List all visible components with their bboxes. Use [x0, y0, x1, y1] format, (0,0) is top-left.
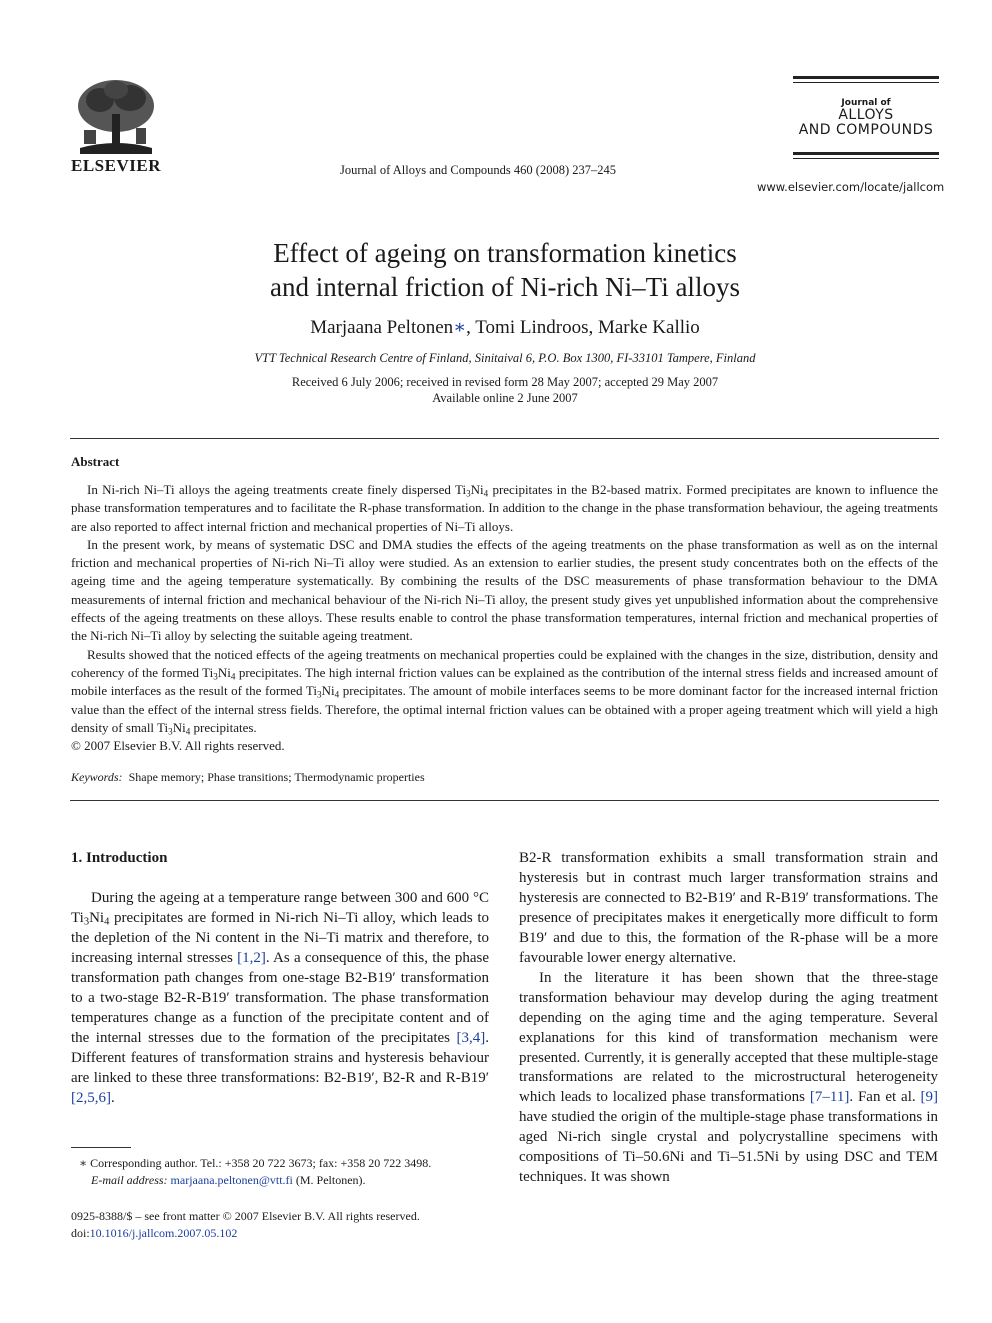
citation-link[interactable]: [2,5,6]: [71, 1089, 111, 1106]
author-name: Marjaana Peltonen: [310, 317, 454, 338]
title-line: and internal friction of Ni-rich Ni–Ti alloys: [270, 272, 740, 302]
article-title: [120, 236, 890, 304]
journal-logo-line: ALLOYS: [838, 107, 894, 124]
abstract-heading: Abstract: [71, 454, 120, 469]
corresponding-author-note: ∗ Corresponding author. Tel.: +358 20 722 3673; fax: +358 20 722 3498.: [79, 1156, 432, 1170]
abstract-paragraph: In Ni-rich Ni–Ti alloys the ageing treatments create finely dispersed $Ti_3Ni_4$ precipitates in the B2-based matrix. Formed precipitates are known to influence the phase transformation temperatures and to facilitate the R-phase transformation. In addition to the change in the phase transformation behaviour, the ageing treatments are also reported to affect internal friction and mechanical properties of Ni–Ti alloys.: [71, 482, 938, 534]
citation-link[interactable]: [3,4]: [456, 1029, 486, 1046]
divider: [70, 800, 939, 801]
issn-line: 0925-8388/$ – see front matter © 2007 Elsevier B.V. All rights reserved.: [71, 1209, 420, 1223]
publisher-name: ELSEVIER: [71, 156, 161, 175]
footnote: [71, 1155, 491, 1188]
received-dates: Received 6 July 2006; received in revised form 28 May 2007; accepted 29 May 2007: [291, 375, 719, 389]
elsevier-logo: [70, 76, 162, 176]
masthead-rule: [793, 152, 939, 155]
journal-url-link[interactable]: www.elsevier.com/locate/jallcom: [757, 180, 945, 194]
abstract-paragraph: In the present work, by means of systematic DSC and DMA studies the effects of the ageing treatments on the phase transformation as well as on the internal friction and mechanical properties of Ni-rich Ni–Ti alloy were studied. As an extension to earlier studies, the present study concentrates both on the effects of the ageing time and the ageing temperature systematically. By combining the results of the DSC measurements of phase transformation behaviour to the DMA measurements of internal friction and mechanical behaviour of the Ni-rich Ni–Ti alloy, the present study gives yet unpublished information about the comprehensive effects of the ageing treatments on these alloys. These results enable to control the phase transformation temperatures, internal friction and mechanical properties of the Ni-rich Ni–Ti alloy by selecting the suitable ageing treatment.: [71, 536, 938, 644]
email-link[interactable]: marjaana.peltonen@vtt.fi: [170, 1172, 293, 1187]
doi-link[interactable]: 10.1016/j.jallcom.2007.05.102: [89, 1225, 238, 1240]
body-paragraph: During the ageing at a temperature range between 300 and 600 °C $Ti_3Ni_4$ precipitates are formed in Ni-rich Ni–Ti alloy, which leads to the depletion of the Ni content in the Ni–Ti matrix and therefore, to increasing internal stresses [1,2]. As a consequence of this, the phase transformation path changes from one-stage B2-B19′ transformation to a two-stage B2-R-B19′ transformation. The phase transformation temperatures change as a function of the precipitate content and of the internal stresses due to the formation of the precipitates [3,4]. Different features of transformation strains and hysteresis behaviour are linked to these three transformations: B2-B19′, B2-R and R-B19′ [2,5,6].: [71, 890, 489, 1106]
body-paragraph: B2-R transformation exhibits a small transformation strain and hysteresis but in contrast much larger transformation strains and hysteresis are connected to B2-B19′ and R-B19′ transformations. The presence of precipitates makes it energetically more difficult to form B19′ and due to this, the formation of the R-phase will be a more favourable lower energy alternative.: [519, 850, 938, 966]
doi-line: doi:10.1016/j.jallcom.2007.05.102: [71, 1225, 238, 1240]
front-matter-info: [71, 1208, 491, 1241]
keywords: [71, 770, 425, 785]
section-heading: 1. Introduction: [71, 850, 168, 866]
journal-logo-line: Journal of: [841, 98, 891, 108]
journal-logo-text: [793, 99, 939, 138]
journal-logo-line: AND COMPOUNDS: [798, 122, 934, 139]
divider: [70, 438, 939, 439]
citation-link[interactable]: [1,2]: [237, 949, 266, 966]
footnote-rule: [71, 1147, 131, 1148]
authors: [120, 316, 890, 339]
corresponding-author-link[interactable]: ∗: [453, 317, 467, 338]
citation-link[interactable]: [7–11]: [809, 1089, 850, 1106]
copyright: © 2007 Elsevier B.V. All rights reserved.: [71, 738, 285, 754]
affiliation: VTT Technical Research Centre of Finland, Sinitaival 6, P.O. Box 1300, FI-33101 Tampere, Finland: [254, 351, 756, 365]
article-dates: [120, 374, 890, 406]
journal-masthead: [793, 76, 939, 159]
email-note: E-mail address: marjaana.peltonen@vtt.fi (M. Peltonen).: [91, 1172, 366, 1187]
body-paragraph: In the literature it has been shown that the three-stage transformation behaviour may develop during the aging treatment depending on the aging time and the aging temperature. Several explanations for this kind of transformation mechanism were presented. Currently, it is generally accepted that these multiple-stage transformations are related to the microstructural heterogeneity which leads to localized phase transformations [7–11]. Fan et al. [9] have studied the origin of the multiple-stage phase transformations in aged Ni-rich single crystal and polycrystalline specimens with compositions of Ti–50.6Ni and Ti–51.5Ni by using DSC and TEM techniques. It was shown: [519, 969, 938, 1186]
citation-link[interactable]: [9]: [920, 1089, 938, 1106]
masthead-rule: [793, 76, 939, 79]
author-names: , Tomi Lindroos, Marke Kallio: [466, 317, 700, 338]
elsevier-tree-icon: [70, 76, 162, 154]
right-column: [519, 849, 938, 1188]
keywords-label: Keywords:: [71, 770, 123, 784]
journal-reference: Journal of Alloys and Compounds 460 (2008) 237–245: [339, 163, 617, 177]
masthead-rule: [793, 158, 939, 159]
available-online: Available online 2 June 2007: [432, 391, 578, 405]
masthead-rule: [793, 82, 939, 83]
keywords-list: Shape memory; Phase transitions; Thermodynamic properties: [128, 770, 425, 784]
abstract-body: [71, 481, 938, 755]
abstract-paragraph: Results showed that the noticed effects of the ageing treatments on mechanical properties could be explained with the changes in the size, distribution, density and coherency of the formed $Ti_3Ni_4$ precipitates. The high internal friction values can be explained as the contribution of the internal stress fields and increased amount of mobile interfaces as the result of the formed $Ti_3Ni_4$ precipitates. The amount of mobile interfaces seems to be more dominant factor for the increased internal friction value than the effect of the internal stress fields. Therefore, the optimal internal friction values can be obtained with a proper ageing treatment which will yield a high density of small $Ti_3Ni_4$ precipitates.: [71, 646, 938, 737]
title-line: Effect of ageing on transformation kinetics: [273, 238, 737, 268]
left-column: [71, 889, 489, 1108]
